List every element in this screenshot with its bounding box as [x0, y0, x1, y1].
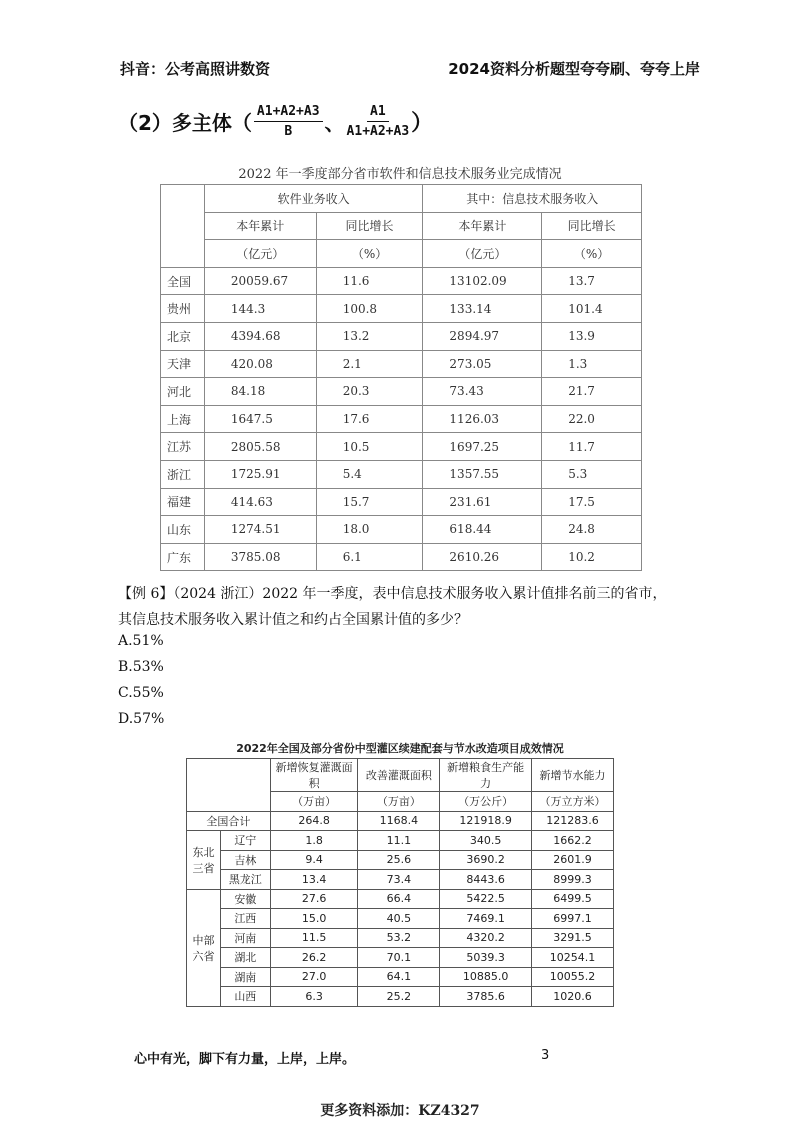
table2-row — [187, 850, 614, 870]
table1-col-c-unit: （亿元） — [423, 240, 542, 268]
table1-cell: 22.0 — [542, 405, 642, 433]
table1-region: 贵州 — [161, 295, 205, 323]
table2-header-2-unit: （万亩） — [358, 792, 440, 812]
table2-cell: 15.0 — [270, 909, 358, 929]
irrigation-table — [186, 758, 614, 1007]
table2-region: 江西 — [220, 909, 270, 929]
table1-cell: 13.9 — [542, 322, 642, 350]
table2-cell: 6499.5 — [532, 889, 614, 909]
table2-cell: 4320.2 — [440, 928, 532, 948]
table1-cell: 231.61 — [423, 488, 542, 516]
table2-row — [187, 987, 614, 1007]
table1-cell: 2894.97 — [423, 322, 542, 350]
table2-cell: 6.3 — [270, 987, 358, 1007]
table2-group-label-line1: 中部 — [192, 933, 215, 947]
table2-cell: 264.8 — [270, 811, 358, 831]
table2-header-4-unit: （万立方米） — [532, 792, 614, 812]
table1-col-c: 本年累计 — [423, 212, 542, 240]
table1-cell: 10.2 — [542, 543, 642, 571]
table1-cell: 101.4 — [542, 295, 642, 323]
table1-row — [161, 378, 642, 406]
table2-cell: 40.5 — [358, 909, 440, 929]
table2-region: 吉林 — [220, 850, 270, 870]
table1-cell: 618.44 — [423, 516, 542, 544]
table1-cell: 15.7 — [316, 488, 423, 516]
table1-region: 浙江 — [161, 460, 205, 488]
table1-col-b-unit: （%） — [316, 240, 423, 268]
table2-region: 辽宁 — [220, 831, 270, 851]
table2-total-row — [187, 811, 614, 831]
table2-row — [187, 928, 614, 948]
table1-cell: 1647.5 — [204, 405, 316, 433]
table1-col-d-unit: （%） — [542, 240, 642, 268]
fraction-1-denominator: B — [284, 124, 293, 139]
table2-header-4: 新增节水能力 — [532, 759, 614, 792]
table1-row — [161, 516, 642, 544]
table1-cell: 133.14 — [423, 295, 542, 323]
table2-row — [187, 870, 614, 890]
table2-cell: 6997.1 — [532, 909, 614, 929]
table2-cell: 9.4 — [270, 850, 358, 870]
table2-cell: 25.6 — [358, 850, 440, 870]
table2-row — [187, 948, 614, 968]
table1-cell: 13.2 — [316, 322, 423, 350]
table2-header-1-unit: （万亩） — [270, 792, 358, 812]
table2-cell: 1662.2 — [532, 831, 614, 851]
table2-cell: 7469.1 — [440, 909, 532, 929]
page-number: 3 — [541, 1048, 550, 1063]
table2-title: 2022年全国及部分省份中型灌区续建配套与节水改造项目成效情况 — [236, 742, 564, 755]
table2-cell: 2601.9 — [532, 850, 614, 870]
section-heading — [118, 104, 433, 139]
table2-group-label-line1: 东北 — [192, 845, 215, 859]
option-a: A.51% — [118, 633, 164, 649]
table2-cell: 5039.3 — [440, 948, 532, 968]
fraction-1-numerator: A1+A2+A3 — [254, 104, 323, 122]
table1-cell: 11.7 — [542, 433, 642, 461]
table2-cell: 8999.3 — [532, 870, 614, 890]
table2-cell: 1020.6 — [532, 987, 614, 1007]
table1-cell: 17.5 — [542, 488, 642, 516]
table1-cell: 1725.91 — [204, 460, 316, 488]
table2-region: 湖北 — [220, 948, 270, 968]
footer-contact: 更多资料添加：KZ4327 — [320, 1103, 480, 1119]
section-label: （2）多主体（ — [118, 111, 252, 135]
table1-cell: 5.4 — [316, 460, 423, 488]
table2-cell: 64.1 — [358, 967, 440, 987]
table2-cell: 3291.5 — [532, 928, 614, 948]
table1-row — [161, 433, 642, 461]
table2-cell: 70.1 — [358, 948, 440, 968]
table1-cell: 18.0 — [316, 516, 423, 544]
fraction-1 — [254, 104, 323, 139]
table2-row — [187, 909, 614, 929]
table1-cell: 11.6 — [316, 267, 423, 295]
table1-cell: 420.08 — [204, 350, 316, 378]
table1-cell: 2.1 — [316, 350, 423, 378]
table1-col-a: 本年累计 — [204, 212, 316, 240]
table1-row — [161, 460, 642, 488]
table2-group-label — [187, 831, 221, 890]
table2-region: 黑龙江 — [220, 870, 270, 890]
table1-cell: 2610.26 — [423, 543, 542, 571]
table2-row — [187, 967, 614, 987]
table2-cell: 27.0 — [270, 967, 358, 987]
fraction-2-denominator: A1+A2+A3 — [346, 124, 410, 139]
table2-cell: 25.2 — [358, 987, 440, 1007]
table2-cell: 5422.5 — [440, 889, 532, 909]
table2-cell: 340.5 — [440, 831, 532, 851]
table1-region: 北京 — [161, 322, 205, 350]
table2-cell: 3785.6 — [440, 987, 532, 1007]
table2-group-label-line2: 六省 — [192, 949, 215, 963]
table1-cell: 5.3 — [542, 460, 642, 488]
table2-region: 山西 — [220, 987, 270, 1007]
table1-cell: 3785.08 — [204, 543, 316, 571]
option-b: B.53% — [118, 659, 164, 675]
table1-cell: 273.05 — [423, 350, 542, 378]
table2-cell: 73.4 — [358, 870, 440, 890]
table1-region: 江苏 — [161, 433, 205, 461]
table2-cell: 1.8 — [270, 831, 358, 851]
section-separator: 、 — [324, 111, 345, 135]
table1-region: 全国 — [161, 267, 205, 295]
table2-region: 河南 — [220, 928, 270, 948]
table1-region: 山东 — [161, 516, 205, 544]
table1-row — [161, 405, 642, 433]
table1-cell: 73.43 — [423, 378, 542, 406]
table1-corner-cell — [161, 185, 205, 268]
table2-cell: 27.6 — [270, 889, 358, 909]
table1-cell: 1126.03 — [423, 405, 542, 433]
table1-cell: 100.8 — [316, 295, 423, 323]
table2-cell: 26.2 — [270, 948, 358, 968]
table2-total-label: 全国合计 — [187, 811, 271, 831]
table1-cell: 4394.68 — [204, 322, 316, 350]
table1-cell: 2805.58 — [204, 433, 316, 461]
table1-cell: 1697.25 — [423, 433, 542, 461]
table1-cell: 10.5 — [316, 433, 423, 461]
table1-region: 广东 — [161, 543, 205, 571]
table1-cell: 17.6 — [316, 405, 423, 433]
table1-cell: 144.3 — [204, 295, 316, 323]
table1-region: 河北 — [161, 378, 205, 406]
table1-row — [161, 267, 642, 295]
table2-cell: 1168.4 — [358, 811, 440, 831]
table2-cell: 121918.9 — [440, 811, 532, 831]
table1-region: 天津 — [161, 350, 205, 378]
option-c: C.55% — [118, 685, 164, 701]
table2-cell: 3690.2 — [440, 850, 532, 870]
table1-cell: 84.18 — [204, 378, 316, 406]
fraction-2-numerator: A1 — [367, 104, 389, 122]
table1-region: 福建 — [161, 488, 205, 516]
table2-group-label-line2: 三省 — [192, 861, 215, 875]
question-text: 【例 6】（2024 浙江）2022 年一季度，表中信息技术服务收入累计值排名前三的省市，其信息技术服务收入累计值之和约占全国累计值的多少？ — [118, 586, 667, 628]
fraction-2 — [347, 104, 410, 139]
table2-cell: 53.2 — [358, 928, 440, 948]
table2-cell: 121283.6 — [532, 811, 614, 831]
table1-row — [161, 322, 642, 350]
table1-row — [161, 295, 642, 323]
table2-cell: 66.4 — [358, 889, 440, 909]
table1-cell: 13.7 — [542, 267, 642, 295]
table2-header-3-unit: （万公斤） — [440, 792, 532, 812]
table1-cell: 24.8 — [542, 516, 642, 544]
table2-cell: 8443.6 — [440, 870, 532, 890]
table2-cell: 13.4 — [270, 870, 358, 890]
table1-group-software: 软件业务收入 — [204, 185, 423, 213]
table2-header-2: 改善灌溉面积 — [358, 759, 440, 792]
table1-title: 2022 年一季度部分省市软件和信息技术服务业完成情况 — [238, 167, 562, 182]
table2-cell: 10885.0 — [440, 967, 532, 987]
table1-cell: 20059.67 — [204, 267, 316, 295]
table2-header-1: 新增恢复灌溉面积 — [270, 759, 358, 792]
table2-region: 安徽 — [220, 889, 270, 909]
table1-region: 上海 — [161, 405, 205, 433]
header-right-text: 2024资料分析题型夸夸刷、夸夸上岸 — [448, 60, 700, 78]
table2-region: 湖南 — [220, 967, 270, 987]
table1-row — [161, 488, 642, 516]
table1-row — [161, 543, 642, 571]
section-close-paren: ） — [411, 111, 434, 136]
table2-cell: 11.5 — [270, 928, 358, 948]
software-revenue-table — [160, 184, 642, 571]
footer-motto: 心中有光，脚下有力量，上岸，上岸。 — [134, 1052, 356, 1067]
table1-cell: 414.63 — [204, 488, 316, 516]
table2-row — [187, 889, 614, 909]
table1-cell: 1274.51 — [204, 516, 316, 544]
table2-group-label — [187, 889, 221, 1006]
table1-cell: 6.1 — [316, 543, 423, 571]
table2-cell: 10254.1 — [532, 948, 614, 968]
table1-col-a-unit: （亿元） — [204, 240, 316, 268]
table1-cell: 20.3 — [316, 378, 423, 406]
table1-cell: 1357.55 — [423, 460, 542, 488]
table2-header-3: 新增粮食生产能力 — [440, 759, 532, 792]
table2-cell: 11.1 — [358, 831, 440, 851]
table2-cell: 10055.2 — [532, 967, 614, 987]
option-d: D.57% — [118, 711, 165, 727]
table1-cell: 1.3 — [542, 350, 642, 378]
table1-cell: 21.7 — [542, 378, 642, 406]
table1-group-it-service: 其中：信息技术服务收入 — [423, 185, 642, 213]
table2-corner-cell — [187, 759, 271, 812]
table1-row — [161, 350, 642, 378]
table1-col-b: 同比增长 — [316, 212, 423, 240]
table1-col-d: 同比增长 — [542, 212, 642, 240]
header-left-text: 抖音：公考高照讲数资 — [120, 60, 271, 78]
table2-row — [187, 831, 614, 851]
table1-cell: 13102.09 — [423, 267, 542, 295]
